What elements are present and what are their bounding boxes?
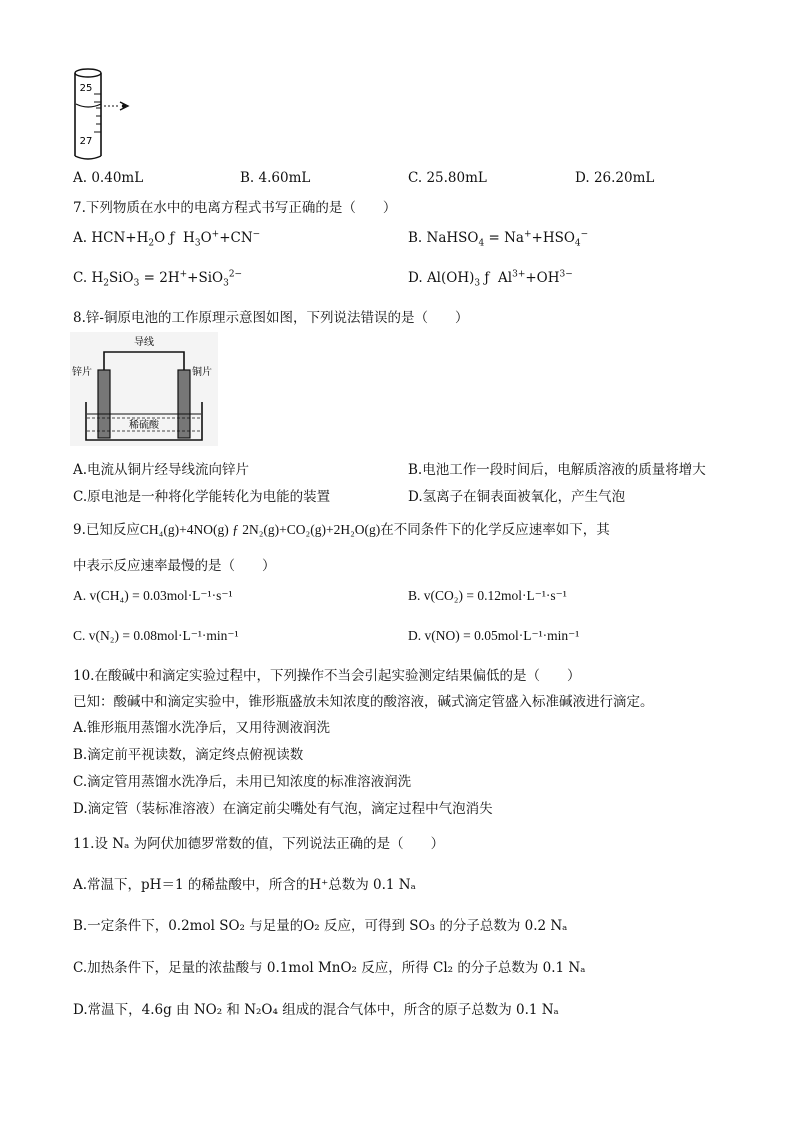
galvanic-cell-figure [70,332,218,446]
q7-stem: 7.下列物质在水中的电离方程式书写正确的是（ ） [73,200,397,216]
q6-option-d[interactable]: D. 26.20mL [575,170,655,186]
acid-label: 稀硫酸 [129,420,159,431]
copper-label: 铜片 [192,367,212,378]
q6-option-b[interactable]: B. 4.60mL [240,170,311,186]
q9-option-b[interactable]: B. v(CO₂) = 0.12mol·L⁻¹·s⁻¹ [408,588,567,603]
burette-figure [68,64,148,164]
q8-option-b[interactable]: B. 电池工作一段时间后，电解质溶液的质量将增大 [408,458,706,478]
q10-note: 已知：酸碱中和滴定实验中，锥形瓶盛放未知浓度的酸溶液，碱式滴定管盛入标准碱液进行滴定。 [73,694,654,710]
burette-tick-top: 25 [79,83,93,94]
q8-option-c[interactable]: C. 原电池是一种将化学能转化为电能的装置 [73,485,330,505]
q10-option-d[interactable]: D.滴定管（装标准溶液）在滴定前尖嘴处有气泡，滴定过程中气泡消失 [73,801,493,817]
q7-option-d[interactable]: D. $Al(OH)_3$ ƒ $Al^{3+}+OH^{3-}$ [408,269,573,289]
q11-option-b[interactable]: B.一定条件下，0.2mol SO₂ 与足量的O₂ 反应，可得到 SO₃ 的分子总数为 0.2 Nₐ [73,918,568,934]
q11-option-c[interactable]: C.加热条件下，足量的浓盐酸与 0.1mol MnO₂ 反应，所得 Cl₂ 的分子总数为 0.1 Nₐ [73,960,586,976]
zinc-label: 锌片 [72,367,92,378]
burette-tick-bottom: 27 [79,136,93,147]
q9-stem-line2: 中表示反应速率最慢的是（ ） [73,558,276,574]
q7-option-a[interactable]: A. $HCN+H_2O$ ƒ $H_3O^++CN^-$ [73,229,261,249]
q9-stem-line1: 9.已知反应CH₄(g)+4NO(g) ƒ 2N₂(g)+CO₂(g)+2H₂O(g)在不同条件下的化学反应速率如下，其 [73,522,610,538]
q7-option-c[interactable]: C. $H_2SiO_3 = 2H^++SiO_3^{2-}$ [73,269,243,289]
q10-option-b[interactable]: B.滴定前平视读数，滴定终点俯视读数 [73,747,304,763]
copper-electrode [178,370,190,438]
q9-option-d[interactable]: D. v(NO) = 0.05mol·L⁻¹·min⁻¹ [408,628,580,643]
q11-stem: 11.设 Nₐ 为阿伏加德罗常数的值，下列说法正确的是（ ） [73,836,445,852]
q8-option-d[interactable]: D. 氢离子在铜表面被氧化，产生气泡 [408,485,625,505]
q9-option-a[interactable]: A. v(CH₄) = 0.03mol·L⁻¹·s⁻¹ [73,588,233,603]
q8-option-a[interactable]: A. 电流从铜片经导线流向锌片 [73,458,249,478]
q6-option-a[interactable]: A. 0.40mL [73,170,144,186]
q11-option-a[interactable]: A.常温下，pH＝1 的稀盐酸中，所含的H⁺总数为 0.1 Nₐ [73,877,416,893]
q10-option-a[interactable]: A.锥形瓶用蒸馏水洗净后，又用待测液润洗 [73,720,331,736]
zinc-electrode [98,370,110,438]
q7-option-b[interactable]: B. NaHSO$_4$ = $Na^++HSO_4^-$ [408,229,589,249]
q10-stem: 10.在酸碱中和滴定实验过程中，下列操作不当会引起实验测定结果偏低的是（ ） [73,668,581,684]
q8-stem: 8.锌-铜原电池的工作原理示意图如图，下列说法错误的是（ ） [73,310,469,326]
wire-label: 导线 [134,337,154,348]
q6-option-c[interactable]: C. 25.80mL [408,170,487,186]
q9-option-c[interactable]: C. v(N₂) = 0.08mol·L⁻¹·min⁻¹ [73,628,239,643]
eye-icon [120,102,128,110]
q11-option-d[interactable]: D.常温下，4.6g 由 NO₂ 和 N₂O₄ 组成的混合气体中，所含的原子总数为 0.1 Nₐ [73,1002,559,1018]
q10-option-c[interactable]: C.滴定管用蒸馏水洗净后，未用已知浓度的标准溶液润洗 [73,774,412,790]
